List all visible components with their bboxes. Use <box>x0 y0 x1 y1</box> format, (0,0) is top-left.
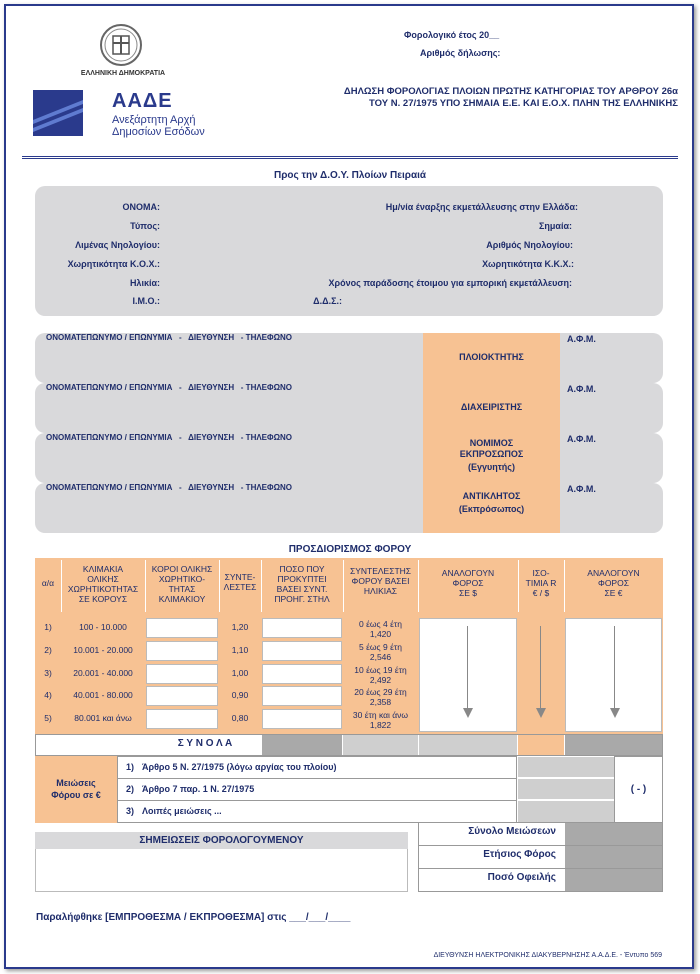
row1-range: 100 - 10.000 <box>79 622 127 632</box>
row2-age: 5 έως 9 έτη 2,546 <box>359 642 402 662</box>
row1-tonnage-input[interactable] <box>146 618 218 638</box>
hdr-coef: ΣΥΝΤΕ- ΛΕΣΤΕΣ <box>223 572 257 592</box>
row3-tonnage-input[interactable] <box>146 664 218 684</box>
row2-coef: 1,10 <box>231 645 249 655</box>
row5-range: 80.001 και άνω <box>74 713 132 723</box>
hdr-tax-eur: ΑΝΑΛΟΓΟΥΝ ΦΟΡΟΣ ΣΕ € <box>587 568 640 598</box>
totals-tax-eur[interactable] <box>565 735 662 755</box>
usd-arrow-icon <box>463 708 473 718</box>
rate-arrow-line <box>540 626 541 708</box>
reduction-2-text: Άρθρο 7 παρ. 1 Ν. 27/1975 <box>142 784 255 794</box>
hdr-aa: α/α <box>41 578 55 588</box>
registry-number-label: Αριθμός Νηολογίου: <box>486 240 573 250</box>
republic-label: ΕΛΛΗΝΙΚΗ ΔΗΜΟΚΡΑΤΙΑ <box>80 70 166 77</box>
row1-coef: 1,20 <box>231 622 249 632</box>
eur-arrow-line <box>614 626 615 708</box>
ship-type-label: Τύπος: <box>130 221 160 231</box>
eur-arrow-icon <box>610 708 620 718</box>
role-rep-2: ΕΚΠΡΟΣΩΠΟΣ <box>459 449 524 459</box>
reduction-2-num: 2) <box>126 784 135 794</box>
agent-afm: Α.Φ.Μ. <box>567 484 596 494</box>
dds-label: Δ.Δ.Σ.: <box>313 296 342 306</box>
reduction-3-text: Λοιπές μειώσεις ... <box>142 806 222 816</box>
reduction-1-num: 1) <box>126 762 135 772</box>
total-reductions-label: Σύνολο Μειώσεων <box>468 826 556 837</box>
owner-afm: Α.Φ.Μ. <box>567 334 596 344</box>
role-rep-3: (Εγγυητής) <box>468 462 515 472</box>
footer-text: ΔΙΕΥΘΥΝΣΗ ΗΛΕΚΤΡΟΝΙΚΗΣ ΔΙΑΚΥΒΕΡΝΗΣΗΣ Α.Α.Δ.Ε. - Έντυπο 569 <box>433 952 662 959</box>
representative-afm: Α.Φ.Μ. <box>567 434 596 444</box>
row3-coef: 1,00 <box>231 668 249 678</box>
row1-n: 1) <box>44 622 52 632</box>
role-agent-2: (Εκπρόσωπος) <box>458 504 525 514</box>
row4-tonnage-input[interactable] <box>146 686 218 706</box>
rate-arrow-icon <box>536 708 546 718</box>
totals-amount[interactable] <box>343 735 418 755</box>
hdr-tax-usd: ΑΝΑΛΟΓΟΥΝ ΦΟΡΟΣ ΣΕ $ <box>441 568 495 598</box>
row4-coef: 0,90 <box>231 690 249 700</box>
amount-due-value[interactable] <box>565 869 662 891</box>
annual-tax-label: Ετήσιος Φόρος <box>483 849 556 860</box>
age-label: Ηλικία: <box>129 278 160 288</box>
hdr-rate: ΙΣΟ- ΤΙΜΙΑ R € / $ <box>525 568 557 598</box>
total-reductions-value[interactable] <box>565 823 662 845</box>
delivery-time-label: Χρόνος παράδοσης έτοιμου για εμπορική εκμετάλλευση: <box>328 278 572 288</box>
row4-age: 20 έως 29 έτη 2,358 <box>354 687 407 707</box>
row4-n: 4) <box>44 690 52 700</box>
reductions-row-divider2 <box>117 800 517 801</box>
row2-n: 2) <box>44 645 52 655</box>
row4-range: 40.001 - 80.000 <box>73 690 133 700</box>
hdr-amount: ΠΟΣΟ ΠΟΥ ΠΡΟΚΥΠΤΕΙ ΒΑΣΕΙ ΣΥΝΤ. ΠΡΟΗΓ. ΣΤΗΛ <box>274 564 330 604</box>
title-line2: ΤΟΥ Ν. 27/1975 ΥΠΟ ΣΗΜΑΙΑ Ε.Ε. ΚΑΙ Ε.Ο.Χ. ΠΛΗΝ ΤΗΣ ΕΛΛΗΝΙΚΗΣ <box>369 98 678 109</box>
role-owner: ΠΛΟΙΟΚΤΗΤΗΣ <box>459 352 524 362</box>
roles-column <box>423 333 560 533</box>
received-line: Παραλήφθηκε [ΕΜΠΡΟΘΕΣΜΑ / ΕΚΠΡΟΘΕΣΜΑ] στις ___/___/____ <box>36 912 351 923</box>
role-rep-1: ΝΟΜΙΜΟΣ <box>469 438 514 448</box>
flag-label: Σημαία: <box>539 221 572 231</box>
reduction-3-num: 3) <box>126 806 135 816</box>
ship-name-label: ΟΝΟΜΑ: <box>122 202 160 212</box>
manager-afm: Α.Φ.Μ. <box>567 384 596 394</box>
row5-n: 5) <box>44 713 52 723</box>
tax-title: ΠΡΟΣΔΙΟΡΙΣΜΟΣ ΦΟΡΟΥ <box>288 544 412 555</box>
header-divider <box>22 156 678 159</box>
totals-col-blank1 <box>262 735 342 755</box>
row4-amount-input[interactable] <box>262 686 342 706</box>
row1-age: 0 έως 4 έτη 1,420 <box>359 619 402 639</box>
notes-title: ΣΗΜΕΙΩΣΕΙΣ ΦΟΡΟΛΟΓΟΥΜΕΝΟΥ <box>35 832 408 849</box>
gross-tonnage-label: Χωρητικότητα Κ.Ο.Χ.: <box>67 259 160 269</box>
agent-name-label: ΟΝΟΜΑΤΕΠΩΝΥΜΟ / ΕΠΩΝΥΜΙΑ - ΔΙΕΥΘΥΝΣΗ - ΤΗΛΕΦΩΝΟ <box>46 483 292 492</box>
totals-label: Σ Υ Ν Ο Λ Α <box>177 738 233 749</box>
row3-range: 20.001 - 40.000 <box>73 668 133 678</box>
reductions-label-2: Φόρου σε € <box>51 790 101 800</box>
reduction-1-value[interactable] <box>518 757 614 777</box>
row3-n: 3) <box>44 668 52 678</box>
hdr-range: ΚΛΙΜΑΚΙΑ ΟΛΙΚΗΣ ΧΩΡΗΤΙΚΟΤΗΤΑΣ ΣΕ ΚΟΡΟΥΣ <box>67 564 139 604</box>
row3-amount-input[interactable] <box>262 664 342 684</box>
row1-amount-input[interactable] <box>262 618 342 638</box>
title-line1: ΔΗΛΩΣΗ ΦΟΡΟΛΟΓΙΑΣ ΠΛΟΙΩΝ ΠΡΩΤΗΣ ΚΑΤΗΓΟΡΙΑΣ ΤΟΥ ΑΡΘΡΟΥ 26α <box>343 86 678 97</box>
reduction-1-text: Άρθρο 5 Ν. 27/1975 (λόγω αργίας του πλοίου) <box>142 762 337 772</box>
row2-range: 10.001 - 20.000 <box>73 645 133 655</box>
amount-due-label: Ποσό Οφειλής <box>487 872 556 883</box>
row5-coef: 0,80 <box>231 713 249 723</box>
annual-tax-value[interactable] <box>565 846 662 868</box>
role-agent-1: ΑΝΤΙΚΛΗΤΟΣ <box>462 491 521 501</box>
row2-tonnage-input[interactable] <box>146 641 218 661</box>
to-office: Προς την Δ.Ο.Υ. Πλοίων Πειραιά <box>273 170 427 181</box>
reductions-row-divider1 <box>117 778 517 779</box>
row3-age: 10 έως 19 έτη 2,492 <box>354 665 407 685</box>
tax-year: Φορολογικό έτος 20__ <box>404 30 500 40</box>
reduction-2-value[interactable] <box>518 779 614 799</box>
row5-amount-input[interactable] <box>262 709 342 729</box>
imo-label: Ι.Μ.Ο.: <box>132 296 160 306</box>
representative-name-label: ΟΝΟΜΑΤΕΠΩΝΥΜΟ / ΕΠΩΝΥΜΙΑ - ΔΙΕΥΘΥΝΣΗ - ΤΗΛΕΦΩΝΟ <box>46 433 292 442</box>
manager-name-label: ΟΝΟΜΑΤΕΠΩΝΥΜΟ / ΕΠΩΝΥΜΙΑ - ΔΙΕΥΘΥΝΣΗ - ΤΗΛΕΦΩΝΟ <box>46 383 292 392</box>
aade-logo-text: ΑΑΔΕ <box>112 90 173 112</box>
owner-name-label: ΟΝΟΜΑΤΕΠΩΝΥΜΟ / ΕΠΩΝΥΜΙΑ - ΔΙΕΥΘΥΝΣΗ - ΤΗΛΕΦΩΝΟ <box>46 333 292 342</box>
usd-arrow-line <box>467 626 468 708</box>
net-tonnage-label: Χωρητικότητα Κ.Κ.Χ.: <box>482 259 574 269</box>
row5-age: 30 έτη και άνω 1,822 <box>352 710 409 730</box>
minus-sign: ( - ) <box>630 784 647 795</box>
greek-emblem <box>97 22 145 68</box>
aade-sub1: Ανεξάρτητη Αρχή <box>112 114 196 126</box>
row2-amount-input[interactable] <box>262 641 342 661</box>
reductions-label-1: Μειώσεις <box>56 778 96 788</box>
role-manager: ΔΙΑΧΕΙΡΙΣΤΗΣ <box>460 402 523 412</box>
row5-tonnage-input[interactable] <box>146 709 218 729</box>
hdr-age-coef: ΣΥΝΤΕΛΕΣΤΗΣ ΦΟΡΟΥ ΒΑΣΕΙ ΗΛΙΚΙΑΣ <box>349 566 412 596</box>
aade-sub2: Δημοσίων Εσόδων <box>112 126 205 138</box>
totals-rate <box>518 735 564 755</box>
aade-logo-mark <box>33 90 83 136</box>
declaration-number: Αριθμός δήλωσης: <box>420 48 501 58</box>
registry-port-label: Λιμένας Νηολογίου: <box>75 240 160 250</box>
totals-tax-usd[interactable] <box>419 735 517 755</box>
hdr-tonnage: ΚΟΡΟΙ ΟΛΙΚΗΣ ΧΩΡΗΤΙΚΟ- ΤΗΤΑΣ ΚΛΙΜΑΚΙΟΥ <box>151 564 213 604</box>
reduction-3-value[interactable] <box>518 801 614 822</box>
start-date-label: Ημ/νία έναρξης εκμετάλλευσης στην Ελλάδα: <box>385 202 578 212</box>
